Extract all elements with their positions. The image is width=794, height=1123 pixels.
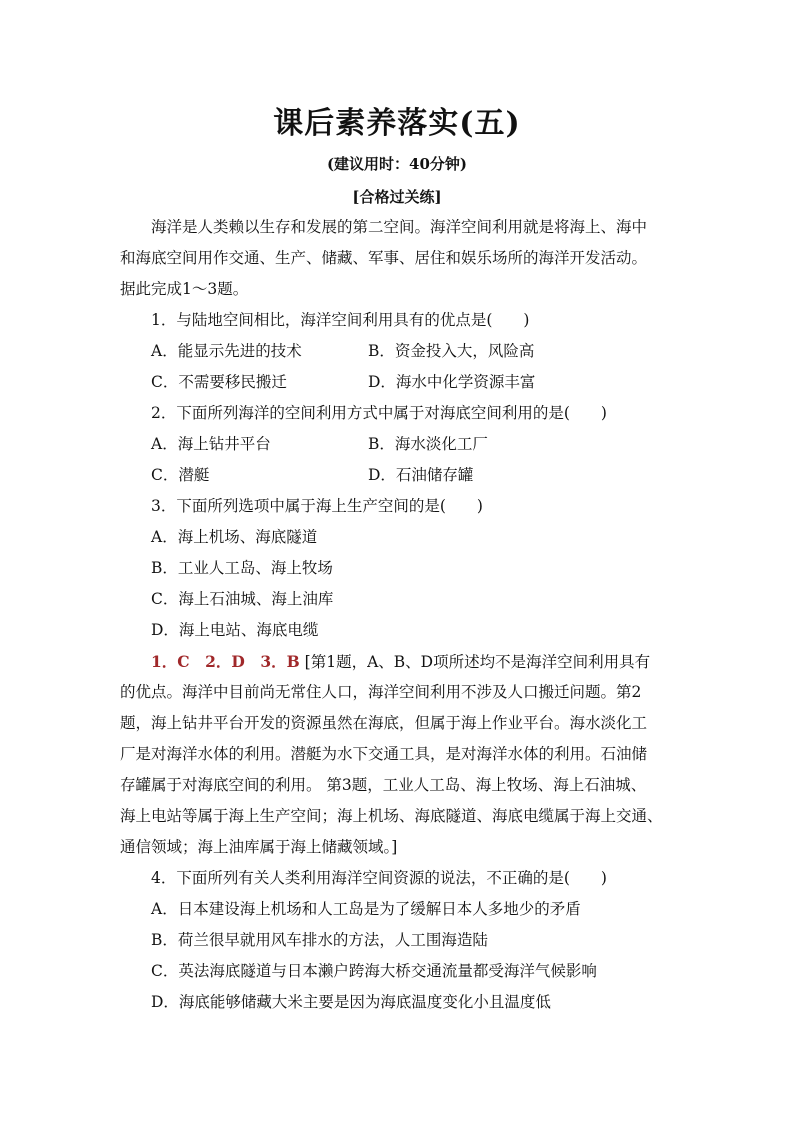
option-c: C．英法海底隧道与日本濑户跨海大桥交通流量都受海洋气候影响 bbox=[151, 962, 597, 980]
explanation-line: 厂是对海洋水体的利用。潜艇为水下交通工具，是对海洋水体的利用。石油储 bbox=[120, 745, 648, 763]
section-heading: [合格过关练] bbox=[352, 188, 442, 206]
time-suggestion: (建议用时：40分钟) bbox=[326, 155, 468, 173]
explanation-line: 通信领域；海上油库属于海上储藏领域。] bbox=[120, 838, 398, 856]
option-c: C．海上石油城、海上油库 bbox=[151, 590, 334, 608]
explanation-line: 海上电站等属于海上生产空间；海上机场、海底隧道、海底电缆属于海上交通、 bbox=[120, 807, 663, 825]
option-b: B．资金投入大，风险高 bbox=[368, 342, 535, 360]
option-d: D．石油储存罐 bbox=[368, 466, 474, 484]
option-a: A．海上机场、海底隧道 bbox=[151, 528, 318, 546]
option-b: B．工业人工岛、海上牧场 bbox=[151, 559, 333, 577]
question-2-options-row bbox=[120, 429, 680, 460]
answer-first-line bbox=[120, 646, 680, 677]
option-c: C．不需要移民搬迁 bbox=[151, 373, 287, 391]
intro-line: 和海底空间用作交通、生产、储藏、军事、居住和娱乐场所的海洋开发活动。 bbox=[120, 249, 648, 267]
intro-line: 据此完成1～3题。 bbox=[120, 280, 249, 298]
option-c: C．潜艇 bbox=[151, 466, 210, 484]
question-4-stem: 4．下面所列有关人类利用海洋空间资源的说法，不正确的是( ) bbox=[151, 869, 607, 887]
question-2-options-row bbox=[120, 460, 680, 491]
answer-explanation-start: [第1题，A、B、D项所述均不是海洋空间利用具有 bbox=[304, 653, 651, 671]
question-3-stem: 3．下面所列选项中属于海上生产空间的是( ) bbox=[151, 497, 483, 515]
question-1-options-row bbox=[120, 367, 680, 398]
explanation-line: 题，海上钻井平台开发的资源虽然在海底，但属于海上作业平台。海水淡化工 bbox=[120, 714, 648, 732]
answer-keys: 1．C 2．D 3．B bbox=[151, 652, 300, 671]
page-title: 课后素养落实(五) bbox=[273, 106, 521, 141]
option-d: D．海上电站、海底电缆 bbox=[151, 621, 319, 639]
intro-line: 海洋是人类赖以生存和发展的第二空间。海洋空间利用就是将海上、海中 bbox=[151, 218, 648, 236]
option-a: A．海上钻井平台 bbox=[151, 435, 271, 453]
question-1-stem: 1．与陆地空间相比，海洋空间利用具有的优点是( ) bbox=[151, 311, 530, 329]
question-1-options-row bbox=[120, 336, 680, 367]
option-b: B．荷兰很早就用风车排水的方法，人工围海造陆 bbox=[151, 931, 488, 949]
explanation-line: 存罐属于对海底空间的利用。 第3题，工业人工岛、海上牧场、海上石油城、 bbox=[120, 776, 647, 794]
explanation-line: 的优点。海洋中目前尚无常住人口，海洋空间利用不涉及人口搬迁问题。第2 bbox=[120, 683, 642, 701]
option-a: A．日本建设海上机场和人工岛是为了缓解日本人多地少的矛盾 bbox=[151, 900, 581, 918]
option-b: B．海水淡化工厂 bbox=[368, 435, 488, 453]
question-2-stem: 2．下面所列海洋的空间利用方式中属于对海底空间利用的是( ) bbox=[151, 404, 607, 422]
document-body bbox=[120, 212, 680, 1018]
option-d: D．海水中化学资源丰富 bbox=[368, 373, 536, 391]
option-d: D．海底能够储藏大米主要是因为海底温度变化小且温度低 bbox=[151, 993, 551, 1011]
option-a: A．能显示先进的技术 bbox=[151, 342, 302, 360]
